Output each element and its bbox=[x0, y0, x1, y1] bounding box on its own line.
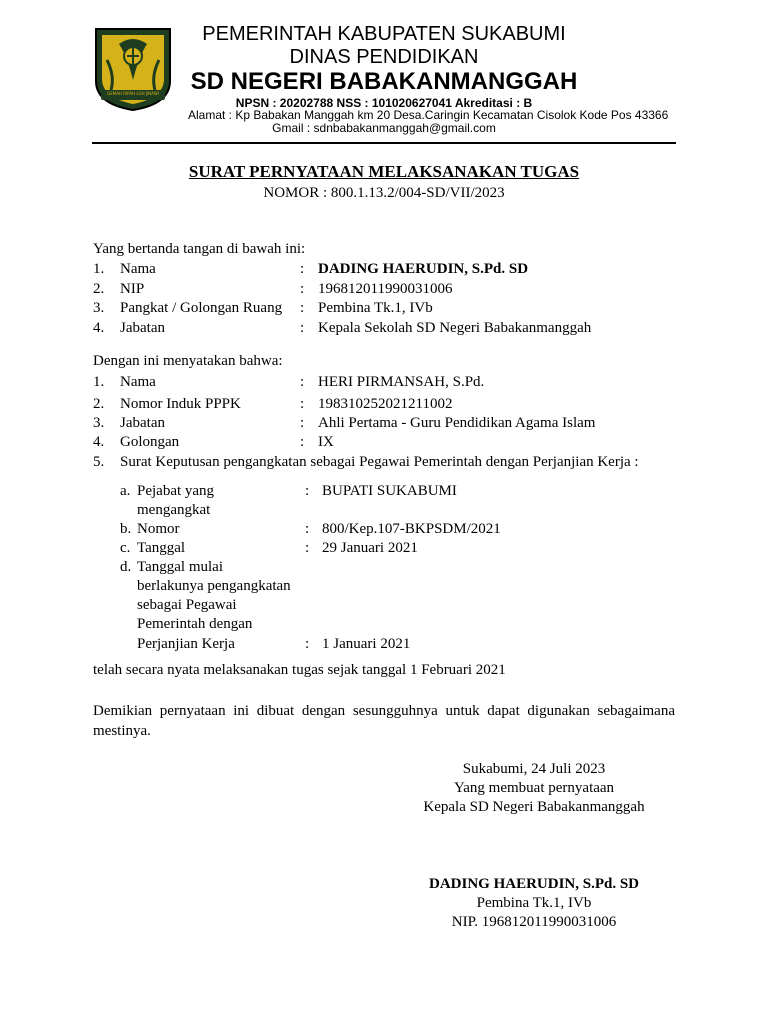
signer-name: DADING HAERUDIN, S.Pd. SD bbox=[428, 876, 640, 892]
field-label: NIP bbox=[120, 281, 145, 297]
subfield-label-line: sebagai Pegawai bbox=[137, 597, 237, 613]
field-value: Pembina Tk.1, IVb bbox=[318, 300, 433, 316]
field-value: 196812011990031006 bbox=[318, 281, 453, 297]
subfield-colon: : bbox=[305, 540, 310, 556]
field-colon: : bbox=[300, 261, 305, 277]
statement-intro: Dengan ini menyatakan bahwa: bbox=[93, 353, 283, 369]
field-label: Nama bbox=[120, 261, 156, 277]
field-label: Pangkat / Golongan Ruang bbox=[120, 300, 283, 316]
signer-rank: Pembina Tk.1, IVb bbox=[476, 895, 592, 911]
subfield-label-line: Nomor bbox=[137, 521, 180, 537]
subfield-label-line: Pejabat yang bbox=[137, 483, 215, 499]
field-number: 4. bbox=[93, 434, 105, 450]
field-number: 5. bbox=[93, 454, 105, 470]
signer-nip: NIP. 196812011990031006 bbox=[451, 914, 617, 930]
field-colon: : bbox=[300, 300, 305, 316]
header-government: PEMERINTAH KABUPATEN SUKABUMI bbox=[202, 23, 566, 45]
letter-number: NOMOR : 800.1.13.2/004-SD/VII/2023 bbox=[263, 185, 505, 201]
subfield-letter: b. bbox=[120, 521, 132, 537]
subfield-label-line: Perjanjian Kerja bbox=[137, 636, 235, 652]
place-date: Sukabumi, 24 Juli 2023 bbox=[462, 761, 606, 777]
subfield-value: 800/Kep.107-BKPSDM/2021 bbox=[322, 521, 501, 537]
subfield-letter: c. bbox=[120, 540, 131, 556]
duty-statement: telah secara nyata melaksanakan tugas sejak tanggal 1 Februari 2021 bbox=[93, 662, 506, 678]
field-value: IX bbox=[318, 434, 334, 450]
subfield-colon: : bbox=[305, 521, 310, 537]
field-colon: : bbox=[300, 320, 305, 336]
subfield-value: 1 Januari 2021 bbox=[322, 636, 411, 652]
shield-emblem-icon bbox=[93, 26, 173, 112]
subfield-label-line: Pemerintah dengan bbox=[137, 616, 253, 632]
field-number: 2. bbox=[93, 281, 105, 297]
field-label: Nama bbox=[120, 374, 156, 390]
subfield-letter: a. bbox=[120, 483, 131, 499]
subfield-label-line: Tanggal mulai bbox=[137, 559, 224, 575]
field-number: 1. bbox=[93, 261, 105, 277]
field-value: Ahli Pertama - Guru Pendidikan Agama Islam bbox=[318, 415, 596, 431]
field-value: HERI PIRMANSAH, S.Pd. bbox=[318, 374, 485, 390]
field-value: 198310252021211002 bbox=[318, 396, 453, 412]
school-address: Alamat : Kp Babakan Manggah km 20 Desa.Caringin Kecamatan Cisolok Kode Pos 43366 bbox=[188, 108, 669, 122]
field-label: Jabatan bbox=[120, 320, 165, 336]
subfield-colon: : bbox=[305, 483, 310, 499]
signer-role: Yang membuat pernyataan bbox=[453, 780, 615, 796]
header-divider bbox=[92, 142, 676, 144]
appointment-decree-heading: Surat Keputusan pengangkatan sebagai Pegawai Pemerintah dengan Perjanjian Kerja : bbox=[120, 454, 639, 470]
field-label: Jabatan bbox=[120, 415, 165, 431]
subfield-label-line: Tanggal bbox=[137, 540, 186, 556]
subfield-label-line: berlakunya pengangkatan bbox=[137, 578, 291, 594]
logo-motto: GEMAH RIPAH LOH JINAWI bbox=[107, 91, 159, 96]
letter-title: SURAT PERNYATAAN MELAKSANAKAN TUGAS bbox=[188, 162, 580, 181]
field-value: Kepala Sekolah SD Negeri Babakanmanggah bbox=[318, 320, 592, 336]
field-colon: : bbox=[300, 434, 305, 450]
subfield-value: 29 Januari 2021 bbox=[322, 540, 418, 556]
subfield-value: BUPATI SUKABUMI bbox=[322, 483, 457, 499]
subfield-colon: : bbox=[305, 636, 310, 652]
field-number: 3. bbox=[93, 300, 105, 316]
field-label: Golongan bbox=[120, 434, 180, 450]
field-colon: : bbox=[300, 374, 305, 390]
field-value: DADING HAERUDIN, S.Pd. SD bbox=[318, 261, 529, 277]
field-number: 3. bbox=[93, 415, 105, 431]
field-colon: : bbox=[300, 281, 305, 297]
field-colon: : bbox=[300, 415, 305, 431]
header-department: DINAS PENDIDIKAN bbox=[289, 46, 479, 68]
field-label: Nomor Induk PPPK bbox=[120, 396, 241, 412]
closing-paragraph: Demikian pernyataan ini dibuat dengan sesungguhnya untuk dapat digunakan sebagaimana mestinya. bbox=[93, 703, 675, 739]
subfield-label-line: mengangkat bbox=[137, 502, 211, 518]
school-name: SD NEGERI BABAKANMANGGAH bbox=[190, 68, 578, 95]
field-colon: : bbox=[300, 396, 305, 412]
field-number: 2. bbox=[93, 396, 105, 412]
school-email: Gmail : sdnbabakanmanggah@gmail.com bbox=[272, 121, 496, 135]
field-number: 1. bbox=[93, 374, 105, 390]
field-number: 4. bbox=[93, 320, 105, 336]
signer-position: Kepala SD Negeri Babakanmanggah bbox=[423, 799, 645, 815]
intro-text: Yang bertanda tangan di bawah ini: bbox=[93, 241, 306, 257]
subfield-letter: d. bbox=[120, 559, 132, 575]
regency-emblem-logo bbox=[93, 26, 173, 112]
school-ids: NPSN : 20202788 NSS : 101020627041 Akreditasi : B bbox=[235, 96, 533, 110]
